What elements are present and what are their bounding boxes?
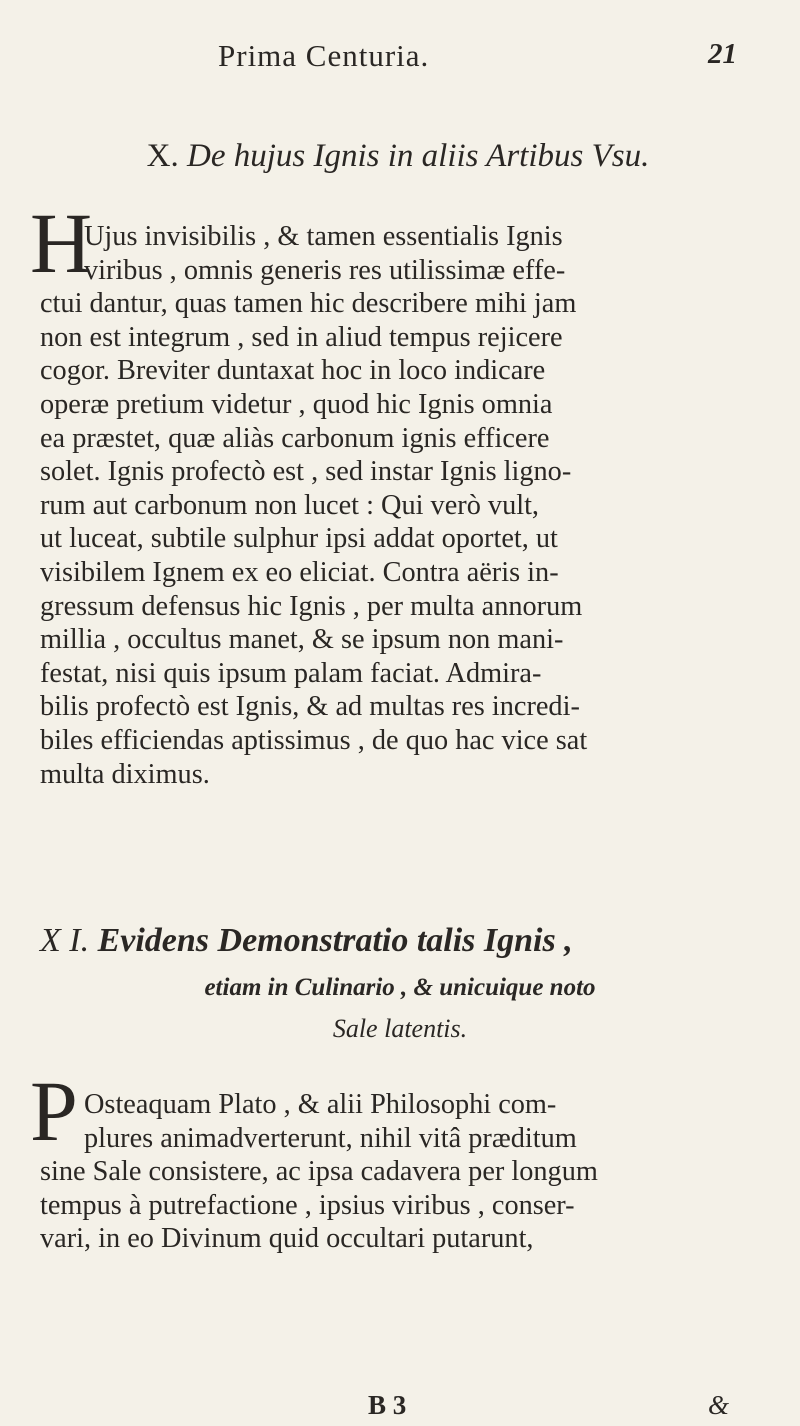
text-line: vari, in eo Divinum quid occultari putarunt, xyxy=(40,1223,534,1255)
drop-cap: H xyxy=(30,195,93,291)
section-title-line-1: Evidens Demonstratio talis Ignis , xyxy=(97,922,573,959)
text-line: festat, nisi quis ipsum palam faciat. Admira- xyxy=(40,657,542,689)
drop-cap: P xyxy=(30,1063,78,1159)
text-line: ea præstet, quæ aliàs carbonum ignis efficere xyxy=(40,422,550,454)
section-heading-x xyxy=(0,138,798,175)
paragraph-section-x xyxy=(40,220,772,791)
section-title-line-3: Sale latentis. xyxy=(332,1014,468,1043)
signature-mark: B 3 xyxy=(368,1390,407,1420)
text-line: Ujus invisibilis , & tamen essentialis Ignis xyxy=(84,221,563,252)
paragraph-section-xi xyxy=(40,1088,772,1256)
text-line: tempus à putrefactione , ipsius viribus , conser- xyxy=(40,1189,575,1221)
text-line: solet. Ignis profectò est , sed instar Ignis ligno- xyxy=(40,456,572,488)
text-line: plures animadverterunt, nihil vitâ præditum xyxy=(84,1122,577,1154)
page-number: 21 xyxy=(708,38,737,70)
text-line: rum aut carbonum non lucet : Qui verò vult, xyxy=(40,489,540,521)
catchword: & xyxy=(708,1390,730,1420)
text-line: visibilem Ignem ex eo eliciat. Contra aëris in- xyxy=(40,556,559,588)
text-line: ut luceat, subtile sulphur ipsi addat oportet, ut xyxy=(40,523,558,555)
text-line: sine Sale consistere, ac ipsa cadavera per longum xyxy=(40,1156,598,1188)
text-line: biles efficiendas aptissimus , de quo hac vice sat xyxy=(40,724,588,756)
text-line: non est integrum , sed in aliud tempus rejicere xyxy=(40,321,563,353)
text-line: gressum defensus hic Ignis , per multa annorum xyxy=(40,590,583,622)
text-line: viribus , omnis generis res utilissimæ effe- xyxy=(84,254,566,286)
text-line: millia , occultus manet, & se ipsum non mani- xyxy=(40,624,564,656)
running-title: Prima Centuria. xyxy=(218,38,430,73)
section-number: X. xyxy=(146,138,179,174)
text-line: ctui dantur, quas tamen hic describere mihi jam xyxy=(40,288,577,320)
text-line: cogor. Breviter duntaxat hoc in loco indicare xyxy=(40,355,546,387)
section-number: X I. xyxy=(40,922,90,959)
page-header xyxy=(0,38,800,78)
section-heading-line xyxy=(40,922,573,960)
section-title: De hujus Ignis in aliis Artibus Vsu. xyxy=(187,138,650,174)
section-title-line-2: etiam in Culinario , & unicuique noto xyxy=(204,974,596,1001)
text-line: bilis profectò est Ignis, & ad multas res incredi- xyxy=(40,691,580,723)
text-line: multa diximus. xyxy=(40,758,210,790)
text-line: operæ pretium videtur , quod hic Ignis omnia xyxy=(40,388,553,420)
text-line: Osteaquam Plato , & alii Philosophi com- xyxy=(84,1089,557,1120)
